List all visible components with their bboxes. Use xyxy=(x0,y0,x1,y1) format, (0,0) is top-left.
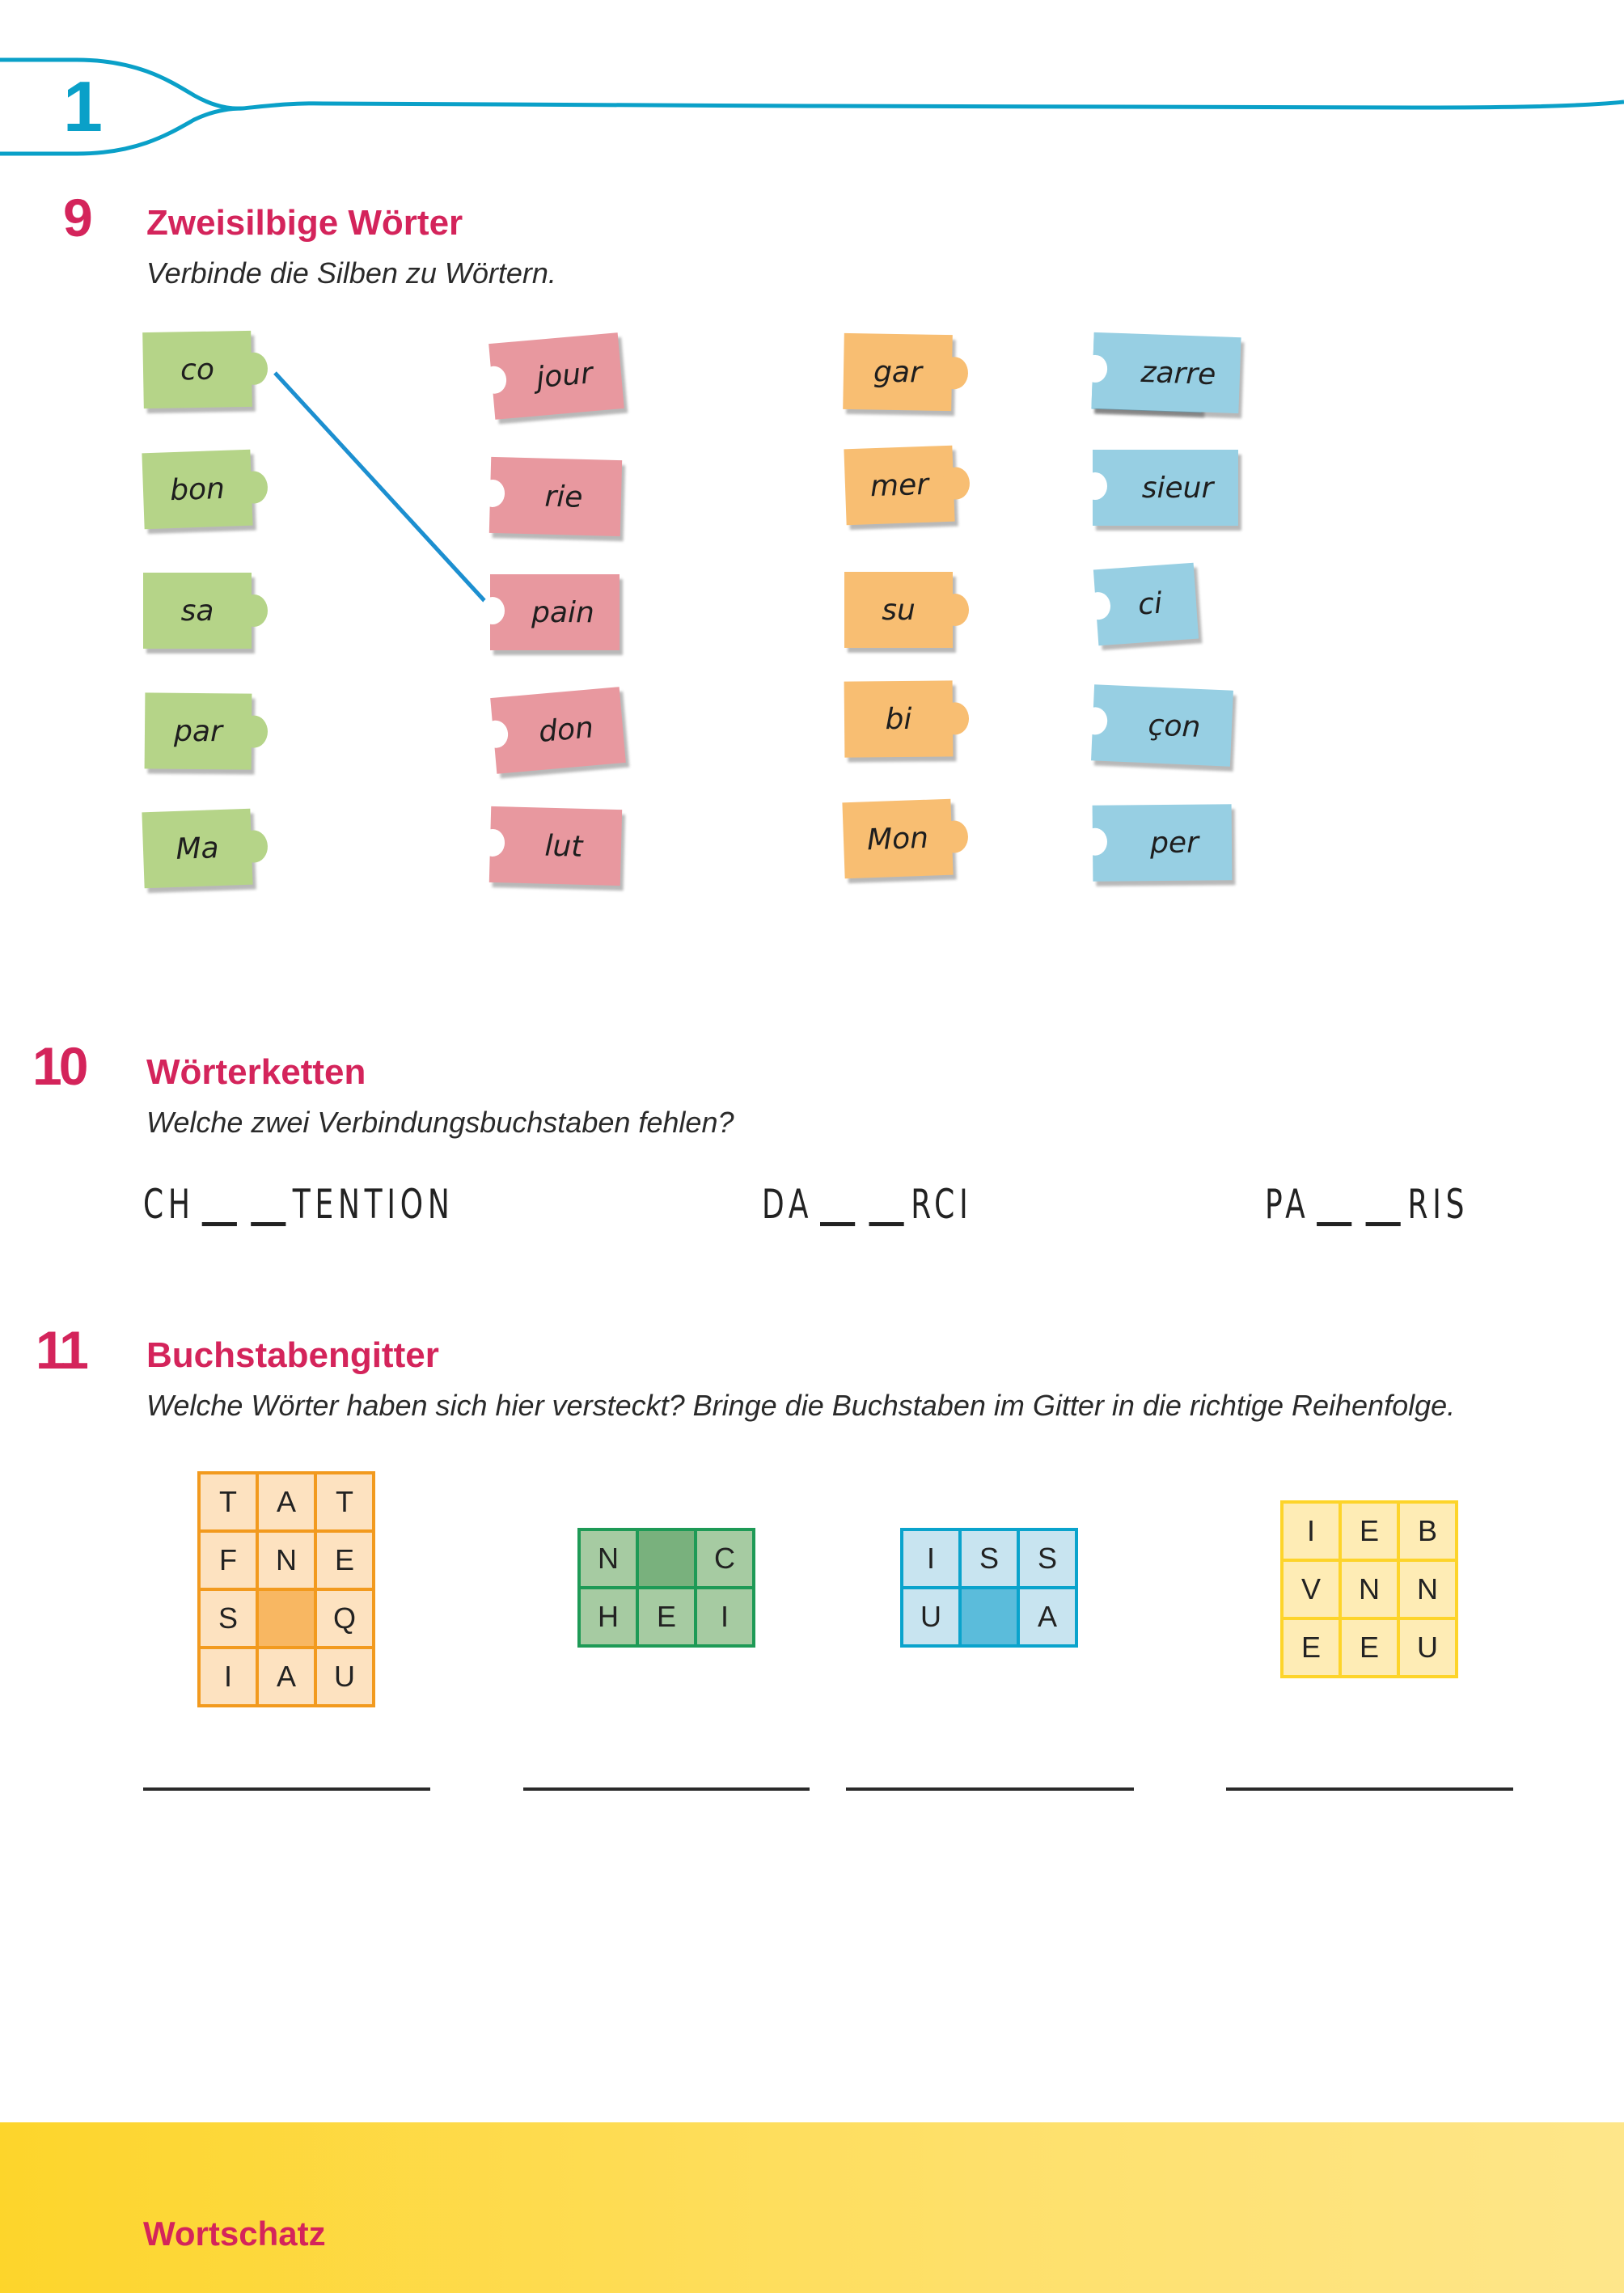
word-chain xyxy=(143,1181,455,1228)
syllable-label: par xyxy=(173,714,223,748)
syllable-label: pain xyxy=(531,595,594,629)
grid-cell: I xyxy=(903,1531,958,1586)
letter-grid-orange xyxy=(197,1471,375,1707)
exercise-instruction-10: Welche zwei Verbindungsbuchstaben fehlen? xyxy=(146,1106,734,1139)
blank-slot[interactable] xyxy=(869,1222,903,1226)
footer-band xyxy=(0,2122,1624,2293)
syllable-label: jour xyxy=(535,356,594,395)
syllable-label: per xyxy=(1149,826,1199,860)
puzzle-hole xyxy=(1083,828,1107,856)
answer-line[interactable] xyxy=(846,1787,1134,1791)
syllable-piece[interactable] xyxy=(490,687,626,774)
syllable-label: Mon xyxy=(866,821,929,857)
exercise-number-11: 11 xyxy=(36,1320,86,1380)
syllable-label: ci xyxy=(1136,586,1164,622)
syllable-piece[interactable] xyxy=(1091,684,1233,766)
chain-end: TENTION xyxy=(292,1181,455,1228)
grid-cell: B xyxy=(1400,1504,1455,1559)
syllable-piece[interactable] xyxy=(1093,563,1199,645)
grid-cell: V xyxy=(1284,1562,1339,1617)
exercise-title-9: Zweisilbige Wörter xyxy=(146,203,463,243)
grid-cell: N xyxy=(1400,1562,1455,1617)
syllable-piece[interactable] xyxy=(490,574,620,650)
chain-start: PA xyxy=(1265,1181,1310,1228)
puzzle-tab xyxy=(941,594,969,626)
exercise-title-11: Buchstabengitter xyxy=(146,1335,439,1375)
syllable-label: rie xyxy=(543,480,583,514)
chain-start: DA xyxy=(762,1181,814,1228)
grid-cell-empty xyxy=(962,1589,1017,1644)
syllable-label: bi xyxy=(885,702,912,736)
grid-cell: U xyxy=(903,1589,958,1644)
grid-cell: U xyxy=(317,1649,372,1704)
syllable-piece[interactable] xyxy=(142,809,252,889)
exercise-instruction-9: Verbinde die Silben zu Wörtern. xyxy=(146,256,556,290)
grid-cell: I xyxy=(697,1589,752,1644)
grid-cell: A xyxy=(1020,1589,1075,1644)
grid-cell: H xyxy=(581,1589,636,1644)
syllable-piece[interactable] xyxy=(844,572,953,648)
syllable-label: bon xyxy=(169,472,226,507)
syllable-piece[interactable] xyxy=(844,446,954,526)
puzzle-hole xyxy=(480,597,505,624)
grid-cell: T xyxy=(201,1474,256,1529)
grid-cell-empty xyxy=(639,1531,694,1586)
syllable-piece[interactable] xyxy=(844,680,954,757)
grid-cell: E xyxy=(1342,1620,1397,1675)
syllable-label: Ma xyxy=(175,831,220,866)
syllable-piece[interactable] xyxy=(1093,450,1238,526)
grid-cell: N xyxy=(1342,1562,1397,1617)
grid-cell: T xyxy=(317,1474,372,1529)
chapter-number: 1 xyxy=(63,66,103,146)
syllable-piece[interactable] xyxy=(142,450,252,530)
syllable-piece[interactable] xyxy=(489,806,622,886)
word-chain xyxy=(762,1181,972,1228)
syllable-piece[interactable] xyxy=(489,457,622,536)
blank-slot[interactable] xyxy=(1366,1222,1401,1226)
word-chain xyxy=(1265,1181,1469,1228)
syllable-piece[interactable] xyxy=(145,692,252,769)
syllable-label: mer xyxy=(869,467,929,503)
grid-cell: E xyxy=(639,1589,694,1644)
syllable-label: sa xyxy=(180,594,214,628)
syllable-label: gar xyxy=(873,354,923,390)
grid-cell-empty xyxy=(259,1591,314,1646)
blank-slot[interactable] xyxy=(201,1222,236,1226)
grid-cell: I xyxy=(201,1649,256,1704)
puzzle-hole xyxy=(1082,707,1107,735)
answer-line[interactable] xyxy=(1226,1787,1513,1791)
syllable-piece[interactable] xyxy=(843,333,953,411)
puzzle-hole xyxy=(1083,354,1108,383)
syllable-label: lut xyxy=(543,829,583,864)
grid-cell: S xyxy=(1020,1531,1075,1586)
letter-grid-yellow xyxy=(1280,1500,1458,1678)
grid-cell: I xyxy=(1284,1504,1339,1559)
syllable-label: çon xyxy=(1147,708,1202,744)
chain-end: RCI xyxy=(911,1181,973,1228)
grid-cell: N xyxy=(259,1533,314,1588)
exercise-instruction-11: Welche Wörter haben sich hier versteckt? Bringe die Buchstaben im Gitter in die richtige Reihenfolge. xyxy=(146,1389,1456,1422)
letter-grid-blue xyxy=(900,1528,1078,1648)
grid-cell: C xyxy=(697,1531,752,1586)
blank-slot[interactable] xyxy=(1317,1222,1351,1226)
grid-cell: S xyxy=(201,1591,256,1646)
grid-cell: Q xyxy=(317,1591,372,1646)
answer-line[interactable] xyxy=(143,1787,430,1791)
chain-start: CH xyxy=(143,1181,195,1228)
syllable-piece[interactable] xyxy=(1093,804,1233,881)
grid-cell: E xyxy=(1342,1504,1397,1559)
syllable-piece[interactable] xyxy=(488,332,624,420)
syllable-piece[interactable] xyxy=(142,331,252,408)
blank-slot[interactable] xyxy=(251,1222,285,1226)
puzzle-hole xyxy=(480,480,505,508)
grid-cell: A xyxy=(259,1649,314,1704)
answer-line[interactable] xyxy=(523,1787,810,1791)
syllable-piece[interactable] xyxy=(143,573,252,649)
footer-label: Wortschatz xyxy=(143,2215,326,2253)
puzzle-hole xyxy=(1083,472,1107,500)
syllable-label: zarre xyxy=(1140,355,1217,391)
grid-cell: A xyxy=(259,1474,314,1529)
grid-cell: F xyxy=(201,1533,256,1588)
blank-slot[interactable] xyxy=(820,1222,855,1226)
syllable-piece[interactable] xyxy=(842,799,953,879)
syllable-label: co xyxy=(180,353,215,387)
grid-cell: U xyxy=(1400,1620,1455,1675)
grid-cell: S xyxy=(962,1531,1017,1586)
exercise-number-9: 9 xyxy=(63,188,90,247)
puzzle-tab xyxy=(240,594,268,627)
grid-cell: N xyxy=(581,1531,636,1586)
syllable-label: don xyxy=(537,710,595,749)
grid-cell: E xyxy=(1284,1620,1339,1675)
puzzle-tab xyxy=(240,715,268,747)
puzzle-hole xyxy=(480,829,505,857)
letter-grid-green xyxy=(577,1528,755,1648)
grid-cell: E xyxy=(317,1533,372,1588)
syllable-label: sieur xyxy=(1141,471,1214,505)
exercise-title-10: Wörterketten xyxy=(146,1052,366,1092)
puzzle-tab xyxy=(941,702,969,734)
syllable-label: su xyxy=(882,593,916,627)
exercise-number-10: 10 xyxy=(32,1036,86,1096)
chain-end: RIS xyxy=(1407,1181,1470,1228)
syllable-piece[interactable] xyxy=(1091,332,1241,413)
